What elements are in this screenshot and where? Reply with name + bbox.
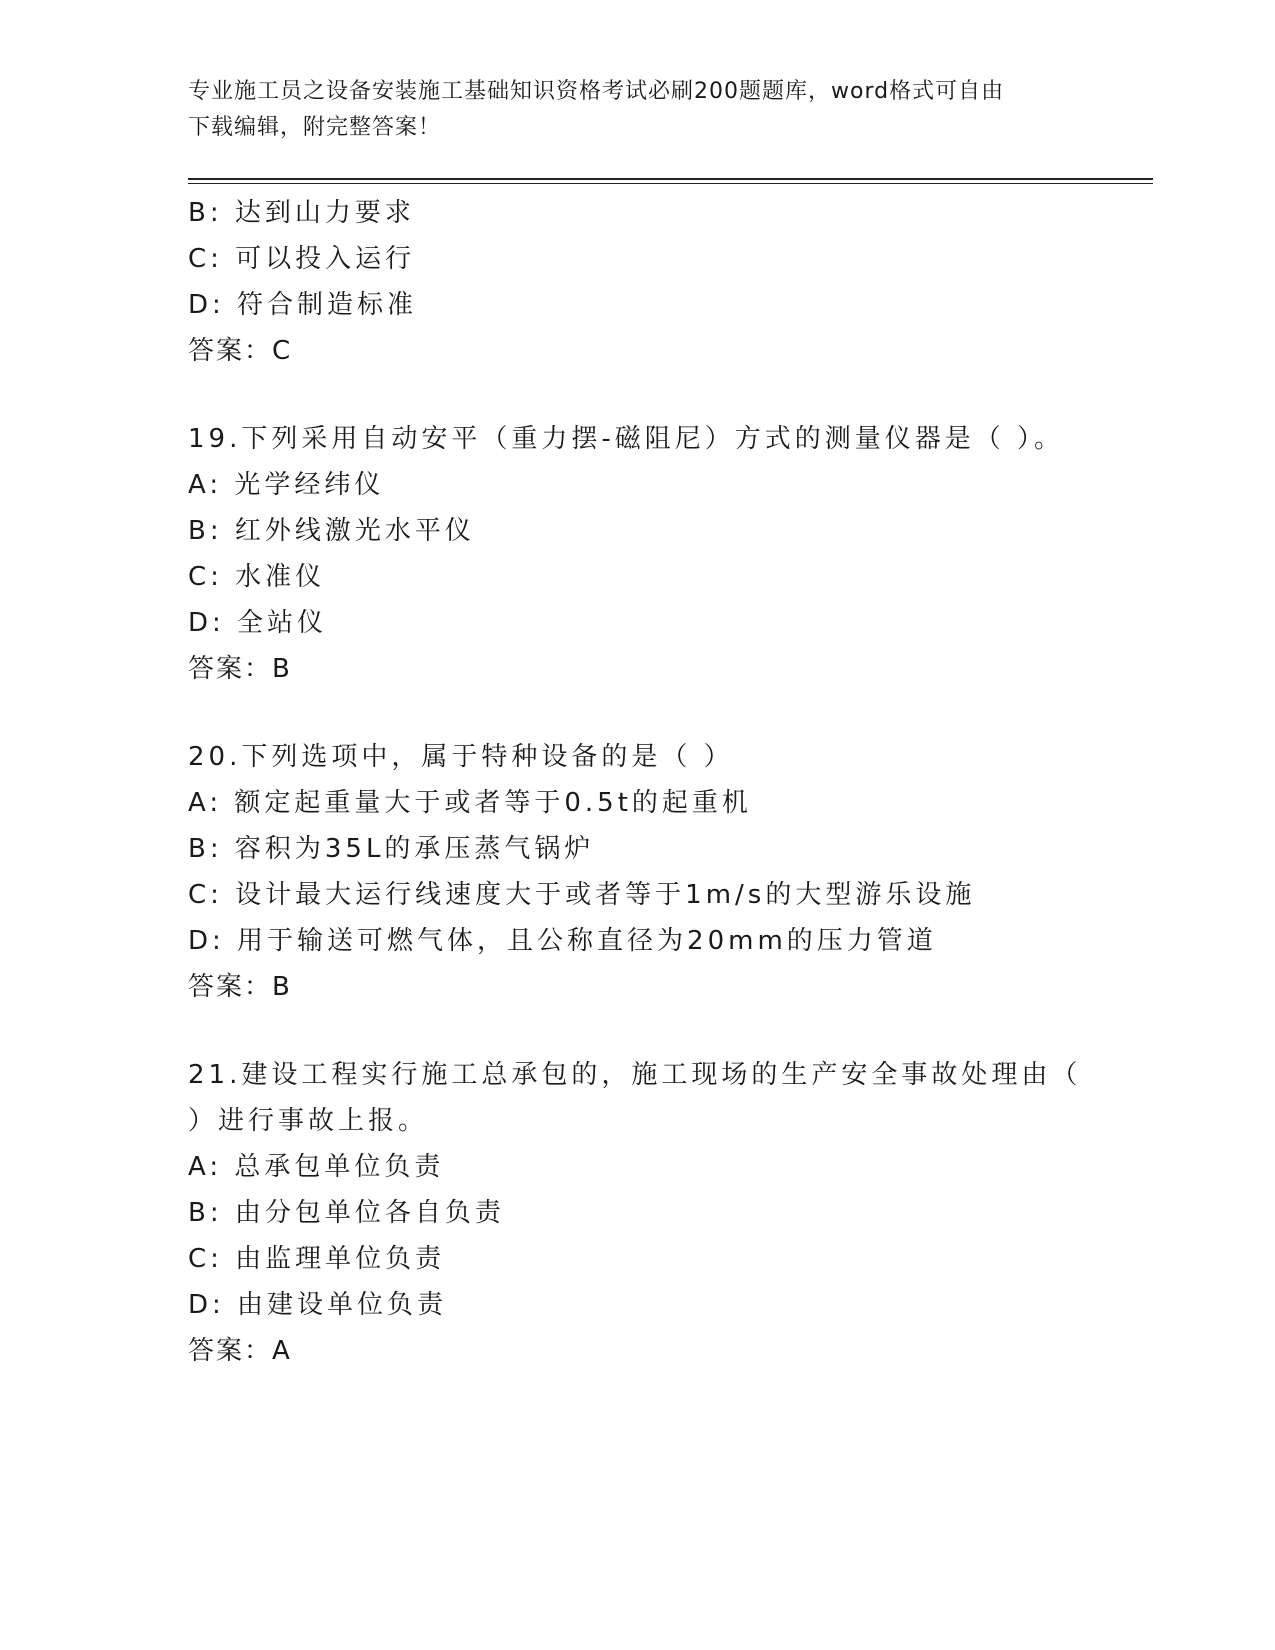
- question-18-continuation: [188, 190, 1088, 374]
- answer-label: 答案：B: [188, 972, 292, 1002]
- option-a: A: 总承包单位负责: [188, 1152, 445, 1182]
- option-c: C: 设计最大运行线速度大于或者等于1m/s的大型游乐设施: [188, 880, 976, 910]
- option-c: C: 由监理单位负责: [188, 1244, 446, 1274]
- question-21: [188, 1052, 1088, 1374]
- option-d: D: 符合制造标准: [188, 290, 418, 320]
- option-c: C: 水准仪: [188, 562, 326, 592]
- option-c: C: 可以投入运行: [188, 244, 416, 274]
- question-stem: 20.下列选项中，属于特种设备的是（ ）: [188, 742, 734, 772]
- document-header: [188, 74, 1088, 146]
- header-line-1: 专业施工员之设备安装施工基础知识资格考试必刷200题题库，word格式可自由: [188, 79, 1005, 104]
- question-stem-line-1: 21.建设工程实行施工总承包的，施工现场的生产安全事故处理由（: [188, 1060, 1082, 1090]
- spacer: [188, 1010, 1088, 1052]
- spacer: [188, 692, 1088, 734]
- header-divider-thin: [188, 183, 1153, 184]
- option-d: D: 全站仪: [188, 608, 328, 638]
- question-stem: 19.下列采用自动安平（重力摆-磁阻尼）方式的测量仪器是（ ）。: [188, 424, 1064, 454]
- answer-label: 答案：C: [188, 336, 293, 366]
- spacer: [188, 374, 1088, 416]
- answer-label: 答案：B: [188, 654, 292, 684]
- option-b: B: 红外线激光水平仪: [188, 516, 475, 546]
- question-list: [188, 190, 1088, 1374]
- option-d: D: 由建设单位负责: [188, 1290, 448, 1320]
- option-d: D: 用于输送可燃气体，且公称直径为20mm的压力管道: [188, 926, 937, 956]
- question-stem-line-2: ）进行事故上报。: [188, 1106, 429, 1136]
- header-divider-thick: [188, 178, 1153, 180]
- option-a: A: 光学经纬仪: [188, 470, 385, 500]
- question-19: [188, 416, 1088, 692]
- answer-label: 答案：A: [188, 1336, 292, 1366]
- option-b: B: 达到山力要求: [188, 198, 415, 228]
- question-20: [188, 734, 1088, 1010]
- option-b: B: 由分包单位各自负责: [188, 1198, 505, 1228]
- option-b: B: 容积为35L的承压蒸气锅炉: [188, 834, 595, 864]
- option-a: A: 额定起重量大于或者等于0.5t的起重机: [188, 788, 752, 818]
- header-line-2: 下载编辑，附完整答案！: [188, 115, 442, 140]
